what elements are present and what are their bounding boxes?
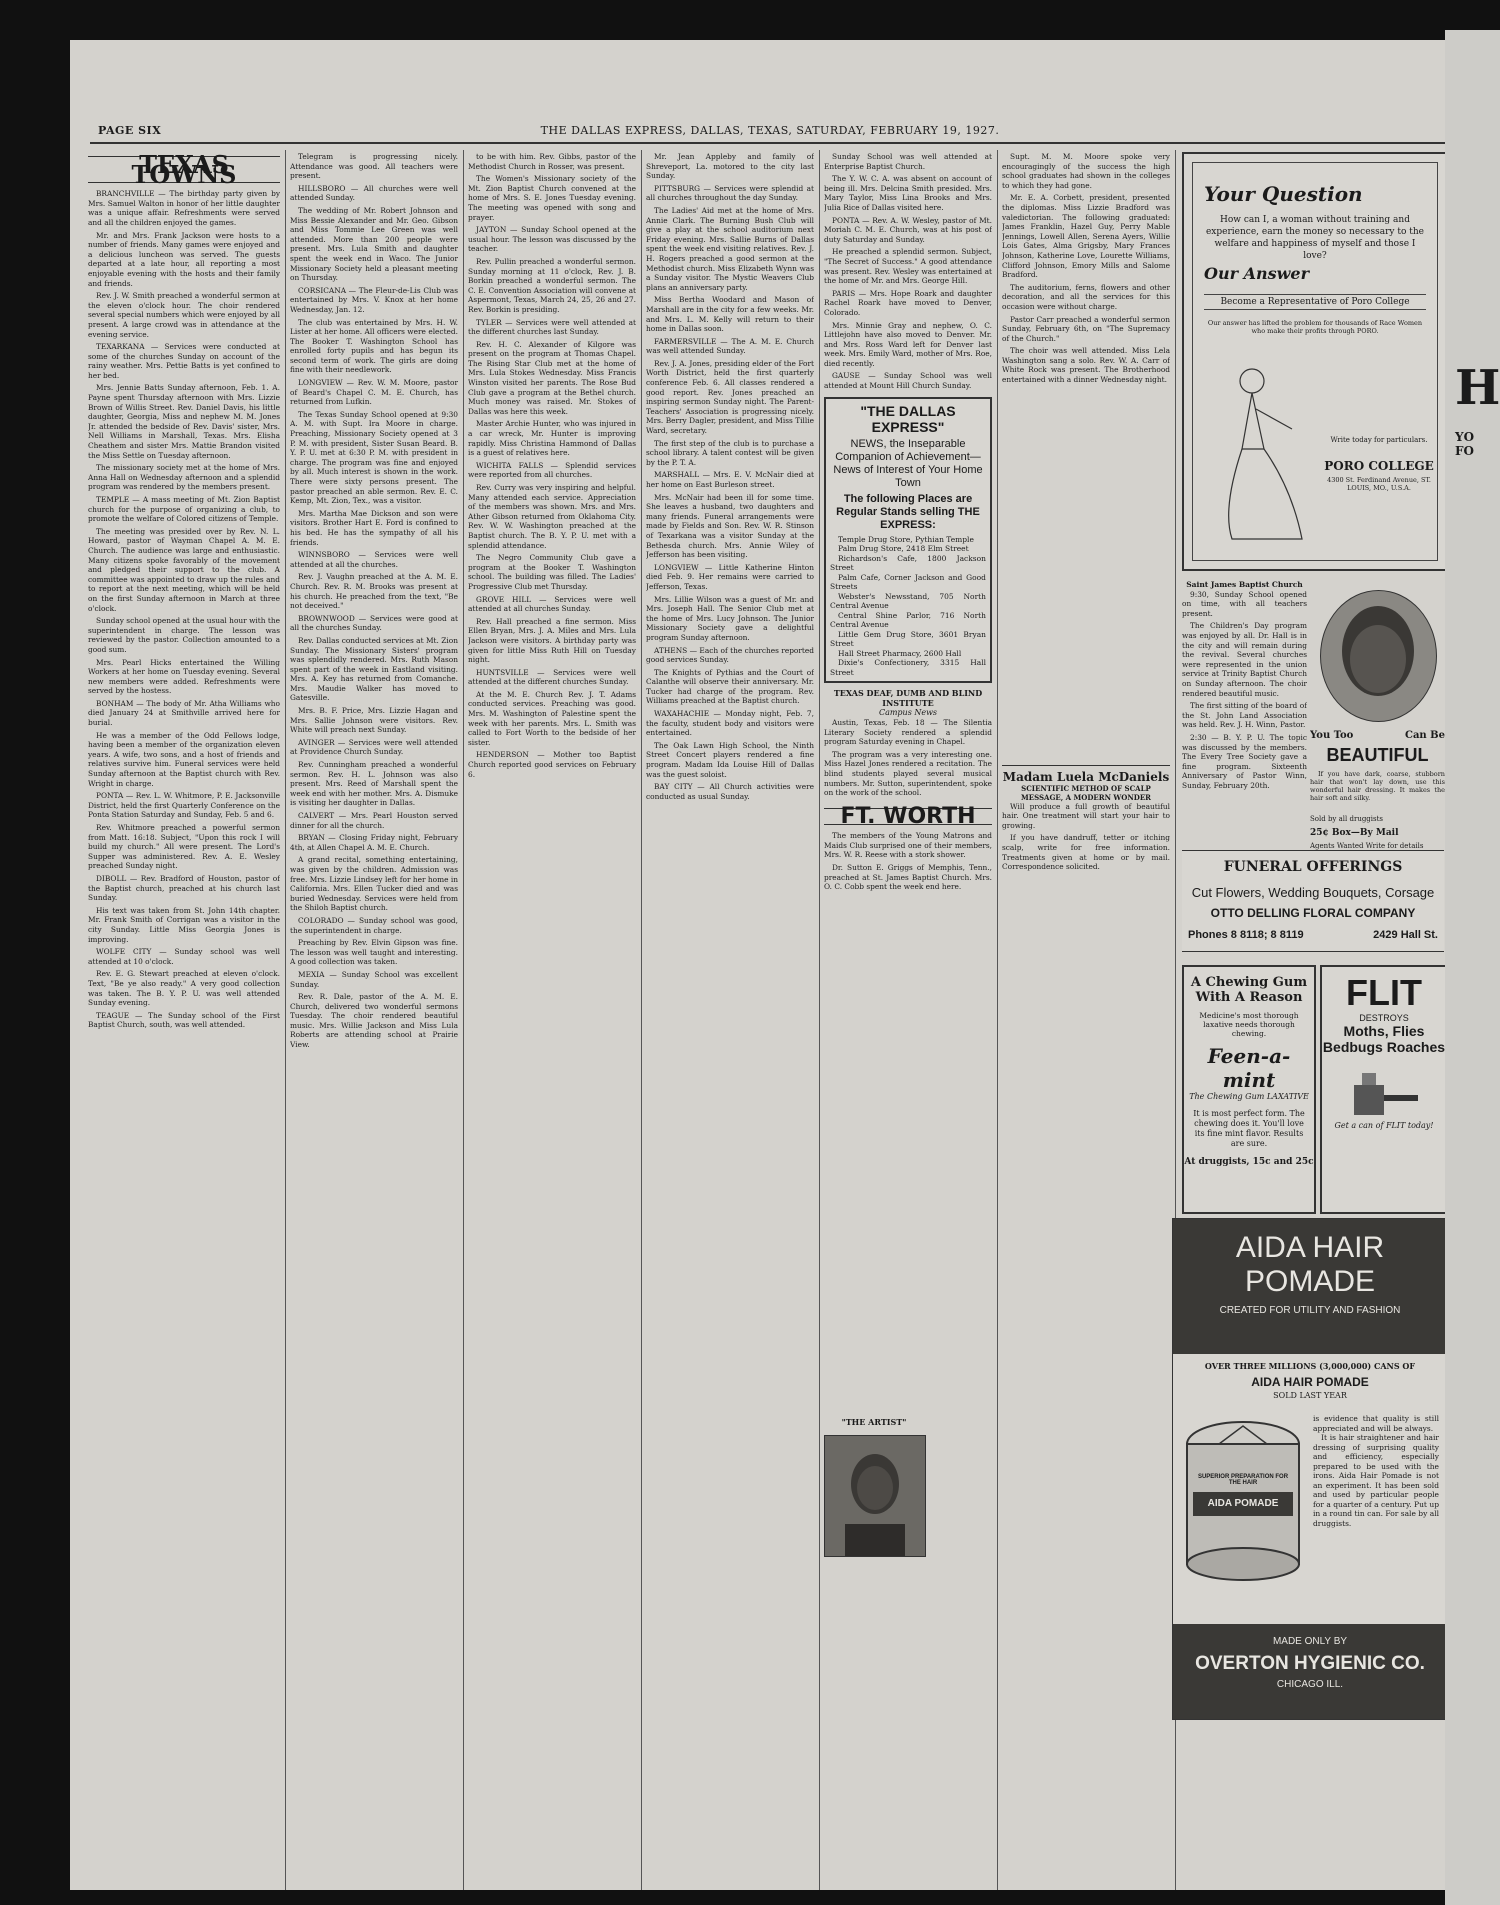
column-1: TEXAS TOWNS BRANCHVILLE — The birthday party given by Mrs. Samuel Walton in honor of her little daughter was a unique affair. Refreshments were served and all the children enjoyed the games. Mr. and Mrs. Frank Jackson were hosts to a number of friends. Many games were enjoyed and a delicious luncheon was served. The guests departed at a late hour, all reporting a most enjoyable evening with the hosts and their family and friends. Rev. J. W. Smith preached a wonderful sermon at the eleven o'clock hour. The choir rendered several special numbers which were enjoyed by all present. A large crowd was in attendance at the evening service. TEXARKANA — Services were conducted at some of the churches Sunday on account of the rainy weather. Mrs. Pettie Batts is yet confined to her bed. Mrs. Jennie Batts Sunday afternoon, Feb. 1. A. Payne spent Thursday afternoon with Mrs. Lizzie Brown of Willis Street. Rev. Daniel Davis, his little daughter, Georgia, Miss and nephew M. M. Jones Jr. attended the bedside of Rev. Davis' sister, Mrs. Nell Williams in Marshall, Texas. Mrs. Elisha Cheathem and sister Mrs. Mattie Brandon visited the Miss Settle on Tuesday afternoon. The missionary society met at the home of Mrs. Anna Hall on Wednesday afternoon and a splendid program was rendered by the members present. TEMPLE — A mass meeting of Mt. Zion Baptist church for the purpose of organizing a club, to promote the welfare of Colored citizens of Temple. The meeting was presided over by Rev. N. L. Howard, pastor of Wayman Chapel A. M. E. Church. The audience was large and enthusiastic. Many citizens spoke favorably of the movement and pledged their support to the club. A committee was appointed to draw up the rules and to report at the next meeting, which will be held on the first Sunday afternoon in March at three o'clock. Sunday school opened at the usual hour with the superintendent in charge. The lesson was reviewed by the pastor. Collection amounted to a good sum. Mrs. Pearl Hicks entertained the Willing Workers at her home on Tuesday evening. Several new members were added. Refreshments were served by the hostess. BONHAM — The body of Mr. Atha Williams who died January 24 at Smithville arrived here for burial. He was a member of the Odd Fellows lodge, having been a member of the organization eleven years. A wife, two sons, and a host of friends and relatives survive him. Funeral services were held Sunday afternoon at the Baptist church with Rev. Wright in charge. PONTA — Rev. L. W. Whitmore, P. E. Jacksonville District, held the first Quarterly Conference on the Ponta Station Saturday and Sunday, Feb. 5 and 6. Rev. Whitmore preached a powerful sermon from Matt. 16:18. Subject, "Upon this rock I will build my church." All were present. The Lord's Supper was administered. Rev. A. E. Wesley preached Sunday night. DIBOLL — Rev. Bradford of Houston, pastor of the Baptist church, preached at his church last Sunday. His text was taken from St. John 14th chapter. Mr. Frank Smith of Corrigan was a visitor in the city Sunday. Little Miss Georgia Jones is improving. WOLFE CITY — Sunday school was well attended at 10 o'clock. Rev. E. G. Stewart preached at eleven o'clock. Text, "Be ye also ready." A very good collection was taken. The B. Y. P. U. was well attended Sunday evening. TEAGUE — The Sunday school of the First Baptist Church, south, was well attended.: [88, 152, 280, 1030]
beautiful-ad: You Too Can Be BEAUTIFUL If you have dark, coarse, stubborn hair that won't lay down, use this wonderful hair dressing. It makes the hair soft and silky. Sold by all druggists 25¢ Box—By Mail Agents Wanted Write for details: [1310, 580, 1445, 1020]
poro-body: Our answer has lifted the problem for thousands of Race Women who make their profits through PORO.: [1207, 319, 1423, 335]
stand-item: Temple Drug Store, Pythian Temple: [838, 534, 974, 544]
stand-item: Central Shine Parlor, 716 North Central Avenue: [830, 610, 986, 630]
feenamint-tag: Medicine's most thorough laxative needs thorough chewing.: [1199, 1011, 1299, 1038]
church-text: 9:30, Sunday School opened on time, with all teachers present.: [1182, 589, 1307, 618]
article-teague: TEAGUE — The Sunday school of the First Baptist Church, south, was well attended.: [88, 1010, 280, 1030]
flit-tag: Get a can of FLIT today!: [1334, 1121, 1434, 1130]
article-pittsburg: PITTSBURG — Services were splendid at all churches throughout the day Sunday.: [646, 183, 814, 203]
funeral-title: FUNERAL OFFERINGS: [1223, 859, 1403, 875]
express-box-line2: The following Places are Regular Stands selling THE EXPRESS:: [836, 492, 980, 531]
adjacent-page-strip: [1445, 30, 1500, 1905]
article-col3-intro: to be with him. Rev. Gibbs, pastor of the Methodist Church in Rosser, was present.: [468, 152, 636, 171]
stand-item: Palm Drug Store, 2418 Elm Street: [838, 544, 969, 554]
column-3: to be with him. Rev. Gibbs, pastor of the Methodist Church in Rosser, was present. The Women's Missionary society of the Mt. Zion Baptist Church convened at the home of Mrs. S. E. Jones Tuesday evening. The meeting was opened with song and prayer. JAYTON — Sunday School opened at the usual hour. The lesson was discussed by the teacher. Rev. Pullin preached a wonderful sermon. Sunday morning at 11 o'clock, Rev. J. B. Borkin preached a wonderful sermon. The C. E. Convention Association will convene at Aspermont, Texas, March 24, 25, 26 and 27. Rev. Borkin is presiding. TYLER — Services were well attended at the different churches last Sunday. Rev. H. C. Alexander of Kilgore was present on the program at Thomas Chapel. The Rising Star Club met at the home of Mrs. Lula Stokes Wednesday. Miss Francis Winston visited her parents. The Rose Bud Club gave a program at the Bethel church. Much money was raised. Mr. Stokes of Dallas was here this week. Master Archie Hunter, who was injured in a car wreck, Mr. Hunter is improving rapidly. Miss Christina Hammond of Dallas is a guest of relatives here. WICHITA FALLS — Splendid services were reported from all churches. Rev. Curry was very inspiring and helpful. Many attended each service. Appreciation of the members was shown. Mrs. and Mrs. Ather Gibson returned from Oklahoma City. Rev. W. W. Washington preached at the Baptist church. The B. Y. P. U. met with a splendid attendance. The Negro Community Club gave a program at the Booker T. Washington school. The building was filled. The Ladies' Progressive Club met Thursday. GROVE HILL — Services were well attended at all churches Sunday. Rev. Hall preached a fine sermon. Miss Ellen Bryan, Mrs. J. A. Miles and Mrs. Lula Jackson were visitors. A birthday party was given for little Miss Ruth Hill on Tuesday night. HUNTSVILLE — Services were well attended at the different churches Sunday. At the M. E. Church Rev. J. T. Adams conducted services. Preaching was good. Mrs. M. Washington of Palestine spent the week with her parents. Mrs. L. Smith was called to Fort Worth to the bedside of her sister. HENDERSON — Mother too Baptist Church reported good services on February 6.: [468, 152, 636, 779]
feenamint-brand: Feen-a-mint: [1207, 1044, 1291, 1092]
aida-line2: POMADE: [1244, 1265, 1376, 1298]
flit-brand: FLIT: [1346, 972, 1422, 1013]
feenamint-head: A Chewing Gum With A Reason: [1190, 975, 1308, 1005]
column-4: Mr. Jean Appleby and family of Shreveport, La. motored to the city last Sunday. PITTSBURG — Services were splendid at all churches throughout the day Sunday. The Ladies' Aid met at the home of Mrs. Annie Clark. The Burning Bush Club will give a play at the school auditorium next Friday evening. Mrs. Sallie Burns of Dallas spent the week end visiting relatives. Rev. J. H. Rogers preached a good sermon at the Methodist church. Miss Elizabeth Wynn was a Sunday visitor. The Mystic Weavers Club plans an anniversary party. Miss Bertha Woodard and Mason of Marshall are in the city for a few weeks. Mr. and Mrs. L. M. Kelly will return to their home in Dallas soon. FARMERSVILLE — The A. M. E. Church was well attended Sunday. Rev. J. A. Jones, presiding elder of the Fort Worth District, held the first quarterly conference Feb. 6. All classes rendered a good report. Rev. Jones preached an inspiring sermon Sunday night. The Parent-Teachers' Association is progressing nicely. Mrs. Berry Dagler, president, and Miss Tillie Ward, secretary. The first step of the club is to purchase a school library. A talent contest will be given by the P. T. A. MARSHALL — Mrs. E. V. McNair died at her home on East Burleson street. Mrs. McNair had been ill for some time. She leaves a husband, two daughters and many friends. Funeral arrangements were made by Fields and Son. Rev. W. R. Stinson of Texarkana was a visitor Sunday at the Bethesda church. Mrs. Annie Wiley of Jefferson has been visiting. LONGVIEW — Little Katherine Hinton died Feb. 9. Her remains were carried to Jefferson, Texas. Mrs. Lillie Wilson was a guest of Mr. and Mrs. Joseph Hall. The Senior Club met at the home of Mrs. Lucy Johnson. The Junior Missionary Society gave a delightful program Sunday afternoon. ATHENS — Each of the churches reported good services Sunday. The Knights of Pythias and the Court of Calanthe will observe their anniversary. Mr. Tucker had charge of the program. Rev. Williams preached at the Baptist church. WAXAHACHIE — Monday night, Feb. 7, the faculty, student body and visitors were entertained. The Oak Lawn High School, the Ninth Street Concert players rendered a fine program. Madam Ida Louise Hill of Dallas was the guest soloist. BAY CITY — All Church activities were conducted as usual Sunday.: [646, 152, 814, 801]
stand-item: Dixie's Confectionery, 3315 Hall Street: [830, 658, 986, 677]
poro-heading: Your Question: [1204, 182, 1363, 206]
aida-product: AIDA HAIR POMADE: [1251, 1375, 1369, 1389]
article-col4-intro: Mr. Jean Appleby and family of Shreveport, La. motored to the city last Sunday.: [646, 152, 814, 181]
article-col2-intro: Telegram is progressing nicely. Attendance was good. All teachers were present.: [290, 152, 458, 181]
poro-question: How can I, a woman without training and experience, earn the money so necessary to the welfare and happiness of myself and those I love?: [1205, 215, 1425, 261]
column-6: Supt. M. M. Moore spoke very encouragingly of the success the high school graduates had shown in the colleges to which they had gone. Mr. E. A. Corbett, president, presented the diplomas. Miss Lizzie Bradford was valedictorian. The following graduated: James Franklin, Hazel Guy, Perry Mable Jennings, Lowell Allen, Serena Ayers, Willie Lois Gates, Alma Grigsby, Mary Frances Johnson, Katherine Love, Lourette Williams, Clifford Johnson, Emory Mills and Salome Bradford. The auditorium, ferns, flowers and other decoration, and all the services for this occasion were without charge. Pastor Carr preached a wonderful sermon Sunday, February 6th, on "The Supremacy of the Church." The choir was well attended. Miss Lela Washington sang a solo. Rev. W. A. Carr of White Rock was present. The Brotherhood entertained with a dinner Wednesday night. Madam Luela McDaniels SCIENTIFIC METHOD OF SCALP MESSAGE, A MODERN WONDER Will produce a full growth of beautiful hair. One treatment will start your hair to growing. If you have dandruff, tetter or itching scalp, write for free information. Treatments given at home or by mail. Correspondence solicited.: [1002, 152, 1170, 872]
page-label: PAGE SIX: [98, 124, 162, 137]
column-5: Sunday School was well attended at Enterprise Baptist Church. The Y. W. C. A. was absent on account of being ill. Mrs. Delcina Smith presided. Mrs. Mary Taylor, Miss Lina Brooks and Mrs. Julia Rice of Dallas visited here. PONTA — Rev. A. W. Wesley, pastor of Mt. Moriah C. M. E. Church, was at his post of duty Saturday and Sunday. He preached a splendid sermon. Subject, "The Secret of Success." A good attendance was present. Rev. Wesley was entertained at the home of Mr. and Mrs. George Hill. PARIS — Mrs. Hope Roark and daughter Rachel Roark have moved to Denver, Colorado. Mrs. Minnie Gray and nephew, O. C. Littlejohn have also moved to Denver. Mr. and Mrs. Ross Ward left for Denver last week. Mrs. Emily Ward, mother of Mrs. Roe, died recently. GAUSE — Sunday School was well attended at Mount Hill Church Sunday. "THE DALLAS EXPRESS" NEWS, the Inseparable Companion of Achievement—News of Interest of Your Home Town The following Places are Regular Stands selling THE EXPRESS: Temple Drug Store, Pythian Temple Palm Drug Store, 2418 Elm Street Richardson's Cafe, 1800 Jackson Street Palm Cafe, Corner Jackson and Good Streets Webster's Newsstand, 705 North Central Avenue Central Shine Parlor, 716 North Central Avenue Little Gem Drug Store, 3601 Bryan Street Hall Street Pharmacy, 2600 Hall Dixie's Confectionery, 3315 Hall Street TEXAS DEAF, DUMB AND BLIND INSTITUTE Campus News Austin, Texas, Feb. 18 — The Silentia Literary Society rendered a splendid program Saturday evening in Chapel. The program was a very interesting one. Miss Hazel Jones rendered a recitation. The blind students played several musical numbers. Mr. Sutton, superintendent, spoke on the work of the school. FT. WORTH The members of the Young Matrons and Maids Club surprised one of their members, Mrs. W. R. Reese with a stork shower. Dr. Sutton E. Griggs of Memphis, Tenn., preached at St. James Baptist Church. Mrs. O. C. Cobb spent the week end here.: [824, 152, 992, 892]
poro-answer-heading: Our Answer: [1204, 264, 1310, 283]
dallas-express-box: [824, 397, 992, 684]
aida-banner: [1173, 1219, 1447, 1354]
texas-towns-heading: TEXAS TOWNS: [88, 156, 280, 183]
article-gause: GAUSE — Sunday School was well attended at Mount Hill Church Sunday.: [824, 371, 992, 391]
article-filler: Mr. and Mrs. Frank Jackson were hosts to a number of friends. Many games were enjoyed and a delicious luncheon was served. The guests departed at a late hour, all reporting a most enjoyable evening with the hosts and their family and friends. Rev. J. W. Smith preached a wonderful sermon at the eleven o'clock hour. The choir rendered several special numbers which were enjoyed by all present. A large crowd was in attendance at the evening service.: [88, 230, 280, 339]
beautiful-headline: BEAUTIFUL: [1326, 745, 1429, 765]
article-marshall: MARSHALL — Mrs. E. V. McNair died at her home on East Burleson street.: [646, 470, 814, 489]
masthead-title: THE DALLAS EXPRESS, DALLAS, TEXAS, SATURDAY, FEBRUARY 19, 1927.: [540, 124, 1000, 137]
beautiful-agents: Agents Wanted Write for details: [1310, 842, 1424, 850]
flit-sprayer-icon: [1344, 1061, 1424, 1121]
aida-can-label: AIDA POMADE: [1207, 1498, 1279, 1509]
article-branchville: BRANCHVILLE — The birthday party given by Mrs. Samuel Walton in honor of her little daughter was a unique affair. Refreshments were served and all the children enjoyed the games.: [88, 189, 280, 227]
aida-city: CHICAGO ILL.: [1276, 1679, 1344, 1690]
aida-over: OVER THREE MILLIONS (3,000,000) CANS OF: [1204, 1361, 1416, 1371]
poro-write: Write today for particulars.: [1330, 436, 1428, 444]
flit-pests: Moths, Flies Bedbugs Roaches: [1322, 1023, 1446, 1055]
article-calvert: CALVERT — Mrs. Pearl Houston served dinner for all the church.: [290, 811, 458, 830]
mcdaniels-subtitle: SCIENTIFIC METHOD OF SCALP MESSAGE, A MODERN WONDER: [1020, 783, 1151, 802]
flit-destroys: DESTROYS: [1359, 1013, 1409, 1023]
article-winnsboro: WINNSBORO — Services were well attended at all the churches.: [290, 550, 458, 569]
stand-item: Richardson's Cafe, 1800 Jackson Street: [830, 553, 986, 573]
poro-college-name: PORO COLLEGE: [1324, 459, 1434, 473]
article-ponta: PONTA — Rev. L. W. Whitmore, P. E. Jacksonville District, held the first Quarterly Conference on the Ponta Station Saturday and Sunday, Feb. 5 and 6.: [88, 791, 280, 820]
article-waxahachie: WAXAHACHIE — Monday night, Feb. 7, the faculty, student body and visitors were entertained.: [646, 709, 814, 738]
article-longview-2: LONGVIEW — Little Katherine Hinton died Feb. 9. Her remains were carried to Jefferson, Texas.: [646, 562, 814, 591]
article-wichita-falls: WICHITA FALLS — Splendid services were reported from all churches.: [468, 460, 636, 480]
beautiful-you-too: You Too: [1310, 730, 1354, 741]
article-tyler: TYLER — Services were well attended at the different churches last Sunday.: [468, 317, 636, 337]
adjacent-letter: H: [1455, 360, 1500, 416]
article-bonham: BONHAM — The body of Mr. Atha Williams who died January 24 at Smithville arrived here for burial.: [88, 698, 280, 728]
church-column: Saint James Baptist Church 9:30, Sunday School opened on time, with all teachers present. The Children's Day program was enjoyed by all. Dr. Hall is in the city and will remain during the revival. Several churches were represented in the union service at Trinity Baptist Church on Sunday afternoon. The choir rendered beautiful music. The first sitting of the board of the St. John Land Association was held. Rev. J. H. Winn, Pastor. 2:30 — B. Y. P. U. The topic was discussed by the members. The Every Tree Society gave a fine program. Sixteenth Anniversary of Pastor Winn, Sunday, February 20th.: [1182, 580, 1307, 790]
newspaper-page: [70, 40, 1450, 1890]
article-huntsville: HUNTSVILLE — Services were well attended at the different churches Sunday.: [468, 667, 636, 687]
stand-item: Palm Cafe, Corner Jackson and Good Streets: [830, 572, 986, 592]
article-hillsboro: HILLSBORO — All churches were well attended Sunday.: [290, 183, 458, 203]
article-wolfe-city: WOLFE CITY — Sunday school was well attended at 10 o'clock.: [88, 947, 280, 966]
article-diboll: DIBOLL — Rev. Bradford of Houston, pastor of the Baptist church, preached at his church last Sunday.: [88, 873, 280, 903]
article-colorado: COLORADO — Sunday school was good, the superintendent in charge.: [290, 915, 458, 935]
article-auditorium: The auditorium, ferns, flowers and other decoration, and all the services for this occasion were without charge.: [1002, 282, 1170, 311]
funeral-address: 2429 Hall St.: [1373, 929, 1438, 941]
poro-answer: Become a Representative of Poro College: [1204, 294, 1426, 310]
article-longview: LONGVIEW — Rev. W. M. Moore, pastor of Beard's Chapel C. M. E. Church, has returned from Lufkin.: [290, 378, 458, 407]
aida-can: [1183, 1414, 1303, 1584]
feenamint-body: It is most perfect form. The chewing does it. You'll love its fine mint flavor. Results are sure.: [1193, 1109, 1305, 1148]
aida-body-block: is evidence that quality is still appreciated and will be always. It is hair straightener and hair dressing of surprising quality and efficiency, especially prepared to be used with the irons. Aida Hair Pomade is not an experiment. It has been sold and used by particular people for a quarter of a century. Put up in a round tin can. For sale by all druggists.: [1313, 1414, 1439, 1528]
poro-college-ad: [1182, 152, 1448, 571]
article-paris: PARIS — Mrs. Hope Roark and daughter Rachel Roark have moved to Denver, Colorado.: [824, 288, 992, 317]
feenamint-ad: [1182, 965, 1316, 1214]
aida-footer: [1173, 1624, 1447, 1719]
article-ponta-2: PONTA — Rev. A. W. Wesley, pastor of Mt. Moriah C. M. E. Church, was at his post of duty Saturday and Sunday.: [824, 215, 992, 244]
feenamint-sub: The Chewing Gum LAXATIVE: [1189, 1092, 1309, 1101]
aida-sold: SOLD LAST YEAR: [1273, 1391, 1347, 1400]
poro-woman-illustration: [1212, 359, 1332, 549]
mcdaniels-text: Will produce a full growth of beautiful hair. One treatment will start your hair to growing.: [1002, 801, 1170, 830]
stand-item: Webster's Newsstand, 705 North Central Avenue: [830, 591, 986, 611]
stands-list: [830, 535, 986, 678]
article-mexia: MEXIA — Sunday School was excellent Sunday.: [290, 969, 458, 989]
church-heading: Saint James Baptist Church: [1186, 580, 1303, 589]
aida-made: MADE ONLY BY: [1272, 1636, 1348, 1647]
article-texarkana: TEXARKANA — Services were conducted at some of the churches Sunday on account of the rainy weather. Mrs. Pettie Batts is yet confined to her bed.: [88, 342, 280, 380]
article-pastor-carr: Pastor Carr preached a wonderful sermon Sunday, February 6th, on "The Supremacy of the Church.": [1002, 314, 1170, 343]
adjacent-words: YO FO: [1455, 430, 1475, 458]
feenamint-price: At druggists, 15c and 25c: [1184, 1157, 1314, 1167]
article-athens: ATHENS — Each of the churches reported good services Sunday.: [646, 645, 814, 665]
stand-item: Little Gem Drug Store, 3601 Bryan Street: [830, 629, 986, 649]
article-bay-city: BAY CITY — All Church activities were conducted as usual Sunday.: [646, 782, 814, 801]
article-bryan: BRYAN — Closing Friday night, February 4th, at Allen Chapel A. M. E. Church.: [290, 833, 458, 852]
column-2: Telegram is progressing nicely. Attendance was good. All teachers were present. HILLSBORO — All churches were well attended Sunday. The wedding of Mr. Robert Johnson and Miss Bessie Alexander and Mr. Geo. Gibson and Miss Tommie Lee Green was well attended. More than 200 people were present. Mrs. Lula Smith and daughter spent the week end in Waco. The Junior Missionary Society held a pleasant meeting on Thursday. CORSICANA — The Fleur-de-Lis Club was entertained by Mrs. V. Knox at her home Wednesday, Jan. 12. The club was entertained by Mrs. H. W. Lister at her home. All officers were elected. The Booker T. Washington School has enrolled forty pupils and has begun its second term of work. The girls are doing fine with their needlework. LONGVIEW — Rev. W. M. Moore, pastor of Beard's Chapel C. M. E. Church, has returned from Lufkin. The Texas Sunday School opened at 9:30 A. M. with Supt. Ira Moore in charge. Preaching, Missionary Society opened at 3 P. M. with president, Sister Susan Beard. B. Y. P. U. met at 6:30 P. M. with president in charge. The program was fine and enjoyed by all. Much interest is shown in the work. There were sixty persons present. The pastor preached an able sermon. Rev. E. C. Kemp, Mt. Zion, Tex., was a visitor. Mrs. Martha Mae Dickson and son were visitors. Brother Hart E. Ford is confined to his bed. He has the sympathy of all his friends. WINNSBORO — Services were well attended at all the churches. Rev. J. Vaughn preached at the A. M. E. Church. Rev. R. M. Brooks was present at his church. He preached from the text, "Be not deceived." BROWNWOOD — Services were good at all the churches Sunday. Rev. Dallas conducted services at Mt. Zion Sunday. The Missionary Sisters' program was splendidly rendered. Mrs. Ruth Mason spent part of the week in Eastland visiting. Mrs. A. Key has returned from Comanche. Mrs. Maudie Walker has moved to Gatesville. Mrs. B. F. Price, Mrs. Lizzie Hagan and Mrs. Sallie Johnson were visitors. Rev. White will preach next Sunday. AVINGER — Services were well attended at Providence Church Sunday. Rev. Cunningham preached a wonderful sermon. Rev. H. L. Johnson was also present. Mrs. Reed of Marshall spent the week end with her mother. Mrs. A. Dismuke is visiting her daughter in Dallas. CALVERT — Mrs. Pearl Houston served dinner for all the church. BRYAN — Closing Friday night, February 4th, at Allen Chapel A. M. E. Church. A grand recital, something entertaining, was given by the children. Admission was free. Mrs. Lizzie Lindsey left for her home in California. Mrs. Ellen Tucker died and was buried Wednesday. Services were held from the Shiloh Baptist church. COLORADO — Sunday school was good, the superintendent in charge. Preaching by Rev. Elvin Gipson was fine. The lesson was well taught and interesting. A good collection was taken. MEXIA — Sunday School was excellent Sunday. Rev. R. Dale, pastor of the A. M. E. Church, delivered two wonderful sermons Tuesday. The choir rendered beautiful music. Mrs. Willie Jackson and Miss Lula Roberts are attending school at Prairie View.: [290, 152, 458, 1050]
express-box-line1: NEWS, the Inseparable Companion of Achievement—News of Interest of Your Home Town: [833, 437, 983, 489]
beautiful-portrait: [1320, 590, 1437, 722]
beautiful-can-be: Can Be: [1404, 730, 1445, 741]
aida-hair-pomade-ad: [1172, 1218, 1448, 1720]
deaf-institute-heading: TEXAS DEAF, DUMB AND BLIND INSTITUTE: [833, 688, 983, 708]
poro-address: 4300 St. Ferdinand Avenue, ST. LOUIS, MO., U.S.A.: [1327, 476, 1431, 492]
article-jayton: JAYTON — Sunday School opened at the usual hour. The lesson was discussed by the teacher.: [468, 225, 636, 254]
aida-body: is evidence that quality is still appreciated and will be always.: [1313, 1414, 1439, 1433]
aida-tag: CREATED FOR UTILITY AND FASHION: [1219, 1305, 1401, 1316]
beautiful-sold: Sold by all druggists: [1310, 815, 1384, 823]
ft-worth-heading: FT. WORTH: [824, 808, 992, 826]
article-grove-hill: GROVE HILL — Services were well attended at all churches Sunday.: [468, 594, 636, 614]
article-brownwood: BROWNWOOD — Services were good at all the churches Sunday.: [290, 613, 458, 633]
article-col5-intro: Sunday School was well attended at Enterprise Baptist Church.: [824, 152, 992, 171]
artist-caption: "THE ARTIST": [841, 1417, 907, 1427]
funeral-line: Cut Flowers, Wedding Bouquets, Corsage: [1191, 885, 1435, 900]
article-col6-intro: Supt. M. M. Moore spoke very encouragingly of the success the high school graduates had shown in the colleges to which they had gone.: [1002, 152, 1170, 190]
artist-portrait: [824, 1435, 926, 1557]
article-avinger: AVINGER — Services were well attended at Providence Church Sunday.: [290, 737, 458, 757]
funeral-company: OTTO DELLING FLORAL COMPANY: [1210, 906, 1416, 920]
funeral-offerings-ad: [1182, 850, 1444, 952]
mcdaniels-ad: Madam Luela McDaniels SCIENTIFIC METHOD OF SCALP MESSAGE, A MODERN WONDER Will produce a full growth of beautiful hair. One treatment will start your hair to growing. If you have dandruff, tetter or itching scalp, write for free information. Treatments given at home or by mail. Correspondence solicited.: [1002, 765, 1170, 872]
article-henderson: HENDERSON — Mother too Baptist Church reported good services on February 6.: [468, 750, 636, 779]
flit-ad: [1320, 965, 1448, 1214]
funeral-phones: Phones 8 8118; 8 8119: [1188, 929, 1304, 941]
mcdaniels-name: Madam Luela McDaniels: [1002, 769, 1170, 784]
article-temple: TEMPLE — A mass meeting of Mt. Zion Baptist church for the purpose of organizing a club, to promote the welfare of Colored citizens of Temple.: [88, 495, 280, 524]
deaf-institute-article: Austin, Texas, Feb. 18 — The Silentia Literary Society rendered a splendid program Saturday evening in Chapel.: [824, 717, 992, 747]
article-corsicana: CORSICANA — The Fleur-de-Lis Club was entertained by Mrs. V. Knox at her home Wednesday, Jan. 12.: [290, 285, 458, 314]
aida-maker: OVERTON HYGIENIC CO.: [1195, 1653, 1425, 1674]
express-box-title: "THE DALLAS EXPRESS": [860, 402, 956, 435]
aida-line1: AIDA HAIR: [1235, 1231, 1385, 1264]
masthead: [90, 120, 1450, 144]
campus-news-label: Campus News: [878, 708, 938, 718]
beautiful-price: 25¢ Box—By Mail: [1310, 828, 1399, 838]
stand-item: Hall Street Pharmacy, 2600 Hall: [838, 648, 962, 658]
aida-can-sub: SUPERIOR PREPARATION FOR THE HAIR: [1197, 1474, 1289, 1486]
article-farmersville: FARMERSVILLE — The A. M. E. Church was well attended Sunday.: [646, 336, 814, 356]
ft-worth-article: The members of the Young Matrons and Maids Club surprised one of their members, Mrs. W. R. Reese with a stork shower.: [824, 831, 992, 860]
